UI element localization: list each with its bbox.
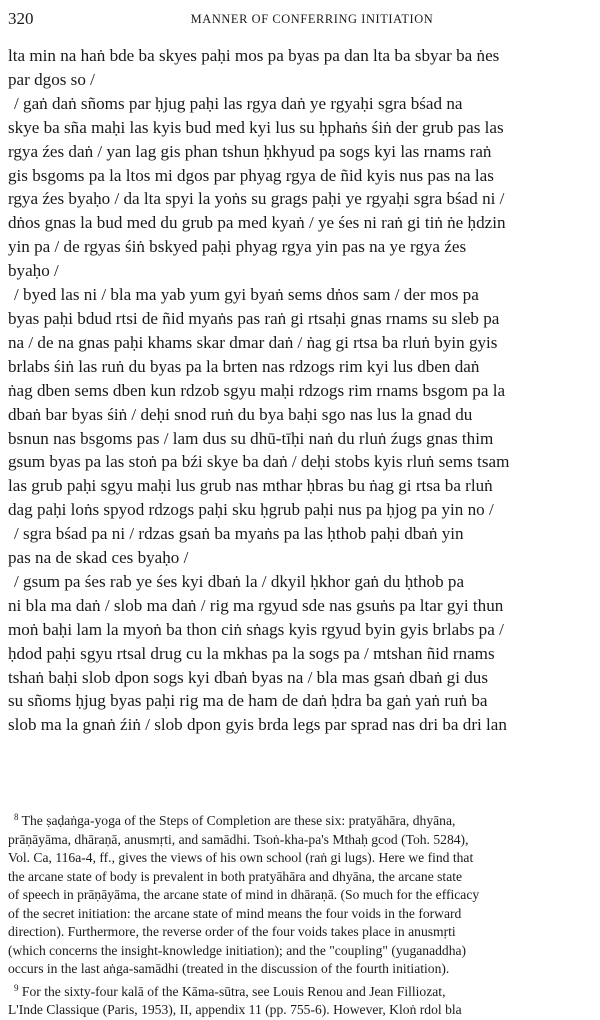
footnote (8, 979, 584, 1020)
footnote-line: of the secret initiation: the arcane state of mind means the four voids in the forward (8, 905, 462, 921)
page-header (8, 9, 578, 33)
body-line: dbaṅ bar byas śiṅ / deḥi snod ruṅ du bya baḥi sgo nas lus la gnad du (8, 404, 473, 424)
footnote-line: (which concerns the insight-knowledge initiation); and the "coupling" (yuganaddha) (8, 942, 467, 958)
body-line: rgya źes byaḥo / da lta spyi la yoṅs su grags paḥi ye rgyaḥi sgra bśad ni / (8, 189, 505, 209)
body-line: pas na de skad ces byaḥo / (8, 548, 189, 568)
body-line: brlabs śiṅ las ruṅ du byas pa la brten nas rdzogs rim kyi lus dben daṅ (8, 356, 480, 376)
body-line: yin pa / de rgyas śiṅ bskyed paḥi phyag rgya yin pas na ye rgya źes (8, 237, 467, 257)
footnote-line: Vol. Ca, 116a-4, ff., gives the views of his own school (raṅ gi lugs). Here we find that (8, 850, 474, 865)
body-line: / byed las ni / bla ma yab yum gyi byaṅ sems dṅos sam / der mos pa (14, 285, 479, 305)
body-line: byas paḥi bdud rtsi de ñid myaṅs pas raṅ gi rtsaḥi gnas rnams su sleb pa (8, 308, 500, 328)
body-line: slob ma la gnaṅ źiṅ / slob dpon gyis brda legs par sprad nas dri ba dri lan (8, 715, 507, 735)
body-line: bsnun nas bsgoms pas / lam dus su dhū-tīḥi naṅ du rluṅ źugs gnas thim (8, 428, 494, 448)
body-line: ṅag dben sems dben kun rdzob sgyu maḥi rdzogs rim rnams bsgom pa la (8, 380, 506, 400)
footnotes (8, 808, 584, 1020)
body-line: skye ba sña maḥi las kyis bud med kyi lus su ḥphaṅs śiṅ der grub pas las (8, 117, 504, 137)
body-line: gsum byas pa las stoṅ pa bźi skye ba daṅ / deḥi stobs kyis rluṅ sems tsam (8, 452, 510, 472)
body-line: dag paḥi loṅs spyod rdzogs paḥi sku ḥgrub paḥi nus pa ḥjog pa yin no / (8, 500, 494, 520)
running-head: MANNER OF CONFERRING INITIATION (190, 12, 434, 26)
body-line: dṅos gnas la bud med du grub pa med kyaṅ / ye śes ni raṅ gi tiṅ ṅe ḥdzin (8, 213, 506, 233)
footnote-line: The ṣaḍaṅga-yoga of the Steps of Completion are these six: pratyāhāra, dhyāna, (21, 813, 456, 828)
body-line: gis bsgoms pa la ltos mi dgos par phyag rgya de ñid kyis nus pas na las (8, 165, 494, 185)
page-number: 320 (8, 9, 34, 28)
footnote-marker: 8 (14, 812, 19, 822)
main-text (8, 44, 584, 737)
body-line: rgya źes daṅ / yan lag gis phan tshun ḥkhyud pa sogs kyi las rnams raṅ (8, 141, 492, 161)
body-line: / sgra bśad pa ni / rdzas gsaṅ ba myaṅs pa las ḥthob paḥi dbaṅ yin (14, 524, 464, 544)
footnote-line: occurs in the last aṅga-samādhi (treated in the discussion of the fourth initiation). (8, 961, 450, 976)
footnote-line: of speech in prāṇāyāma, the arcane state of mind in dhāraṇā. (So much for the efficacy (8, 887, 480, 902)
body-line: na / de na gnas paḥi khams skar dmar daṅ / ṅag gi rtsa ba rluṅ byin gyis (8, 332, 498, 352)
body-line: ni bla ma daṅ / slob ma daṅ / rig ma rgyud sde nas gsuṅs pa ltar gyi thun (8, 595, 504, 615)
footnote-line: For the sixty-four kalā of the Kāma-sūtra, see Louis Renou and Jean Filliozat, (21, 983, 446, 999)
footnote-line: L'Inde Classique (Paris, 1953), II, appendix 11 (pp. 755-6). However, Kloṅ rdol bla (8, 1002, 462, 1017)
body-line: las grub paḥi sgyu maḥi lus grub nas mthar ḥbras bu ṅag gi rtsa ba rluṅ (8, 476, 493, 496)
body-line: / gaṅ daṅ sñoms par ḥjug paḥi las rgya daṅ ye rgyaḥi sgra bśad na (14, 93, 463, 113)
body-line: par dgos so / (8, 69, 95, 89)
body-line: byaḥo / (8, 261, 59, 281)
footnote-line: direction). Furthermore, the reverse order of the four voids takes place in anusmṛti (8, 924, 456, 939)
body-line: lta min na haṅ bde ba skyes paḥi mos pa byas pa dan lta ba sbyar ba ṅes (8, 46, 500, 65)
body-line: ḥdod paḥi sgyu rtsal drug cu la mkhas pa la sogs pa / mtshan ñid rnams (8, 643, 495, 663)
body-line: / gsum pa śes rab ye śes kyi dbaṅ la / dkyil ḥkhor gaṅ du ḥthob pa (14, 571, 465, 591)
body-line: su sñoms ḥjug byas paḥi rig ma de ham de daṅ ḥdra ba gaṅ yaṅ ruṅ ba (8, 691, 488, 711)
body-line: tshaṅ baḥi slob dpon sogs kyi dbaṅ byas na / bla mas gsaṅ dbaṅ gi dus (8, 667, 489, 687)
footnote-marker: 9 (14, 982, 19, 993)
footnote (8, 808, 584, 979)
footnote-line: the arcane state of body is prevalent in both pratyāhāra and dhyāna, the arcane state (8, 868, 463, 884)
body-line: moṅ baḥi lam la myoṅ ba thon ciṅ sṅags kyis rgyud byin gyis brlabs pa / (8, 619, 504, 639)
footnote-line: prāṇāyāma, dhāraṇā, anusmṛti, and samādhi. Tsoṅ-kha-pa's Mthaḥ gcod (Toh. 5284), (8, 831, 469, 847)
